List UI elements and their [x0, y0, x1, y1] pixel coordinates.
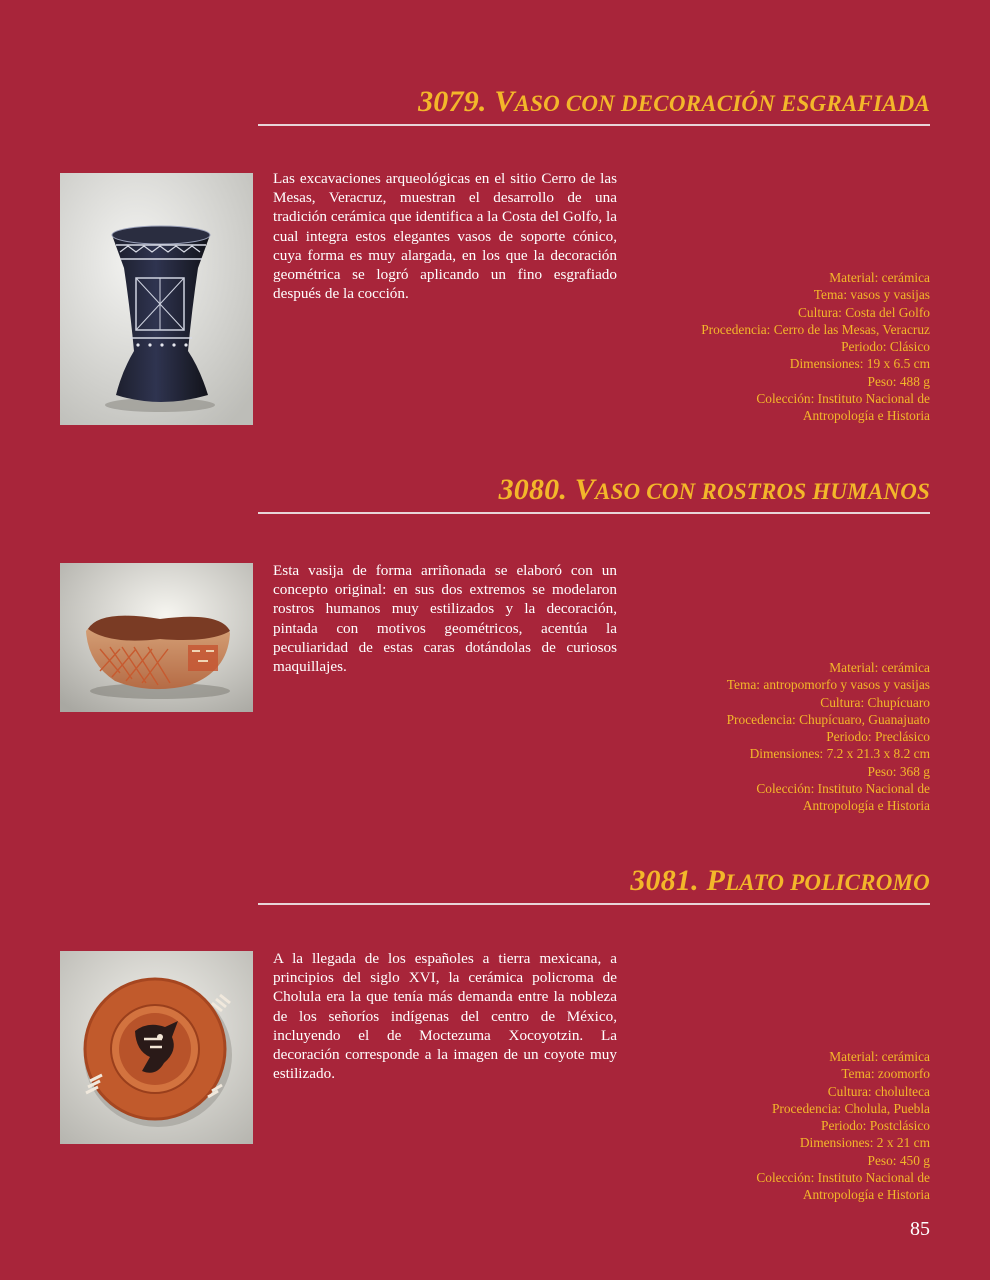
meta-dimensiones: Dimensiones: 7.2 x 21.3 x 8.2 cm	[749, 746, 930, 762]
title-rule	[258, 124, 930, 126]
meta-procedencia: Procedencia: Cerro de las Mesas, Veracruz	[701, 321, 930, 337]
entry-metadata	[610, 659, 930, 815]
meta-cultura: Cultura: Costa del Golfo	[797, 304, 930, 320]
entry-title	[418, 84, 930, 122]
meta-procedencia: Procedencia: Chupícuaro, Guanajuato	[726, 711, 930, 727]
entry-title	[499, 472, 930, 510]
meta-tema: Tema: antropomorfo y vasos y vasijas	[726, 677, 930, 693]
entry-number: 3079.	[418, 85, 487, 118]
entry-number: 3080.	[498, 473, 568, 506]
meta-coleccion: Colección: Instituto Nacional de	[756, 1170, 930, 1186]
meta-dimensiones: Dimensiones: 2 x 21 cm	[799, 1135, 930, 1151]
title-initial: V	[574, 473, 595, 506]
title-rule	[258, 512, 930, 514]
title-rest: LATO POLICROMO	[725, 870, 930, 895]
meta-material: Material: cerámica	[829, 270, 930, 285]
meta-coleccion-cont: Antropología e Historia	[802, 1187, 930, 1203]
title-rule	[258, 903, 930, 905]
polychrome-plate-image	[60, 951, 253, 1144]
entry-title	[630, 863, 930, 901]
meta-coleccion-cont: Antropología e Historia	[802, 408, 930, 424]
meta-tema: Tema: zoomorfo	[841, 1066, 930, 1082]
page-number: 85	[910, 1218, 930, 1240]
title-rest: ASO CON ROSTROS HUMANOS	[595, 479, 930, 504]
entry-metadata	[610, 269, 930, 425]
entry-description: Las excavaciones arqueológicas en el sitio Cerro de las Mesas, Veracruz, muestran el desarrollo de una tradición cerámica que identifica a la Costa del Golfo, la cual integra estos elegantes vasos de soporte cónico, cuya forma es muy alargada, en los que la decoración geométrica se logró aplicando un fino esgrafiado después de la cocción.	[273, 170, 617, 303]
meta-peso: Peso: 368 g	[867, 763, 930, 779]
kidney-bowl-image	[60, 563, 253, 712]
entry-number: 3081.	[630, 864, 699, 897]
title-rest: ASO CON DECORACIÓN ESGRAFIADA	[514, 91, 930, 116]
meta-coleccion-cont: Antropología e Historia	[802, 798, 930, 814]
black-vase-image	[60, 173, 253, 425]
meta-cultura: Cultura: cholulteca	[827, 1083, 930, 1099]
entry-metadata	[610, 1048, 930, 1204]
meta-cultura: Cultura: Chupícuaro	[820, 694, 930, 710]
meta-peso: Peso: 450 g	[867, 1152, 930, 1168]
meta-procedencia: Procedencia: Cholula, Puebla	[771, 1100, 930, 1116]
meta-peso: Peso: 488 g	[867, 373, 930, 389]
entry-description: A la llegada de los españoles a tierra mexicana, a principios del siglo XVI, la cerámica policroma de Cholula era la que tenía más demanda entre la nobleza de los señoríos indígenas del centro de México, incluyendo el de Moctezuma Xocoyotzin. La decoración corresponde a la imagen de un coyote muy estilizado.	[273, 950, 617, 1083]
entry-description: Esta vasija de forma arriñonada se elaboró con un concepto original: en sus dos extremos se modelaron rostros humanos muy estilizados y la decoración, pintada con motivos geométricos, acentúa la peculiaridad de estas caras dotándolas de curiosos maquillajes.	[273, 562, 617, 676]
meta-periodo: Periodo: Clásico	[841, 339, 930, 355]
meta-coleccion: Colección: Instituto Nacional de	[756, 781, 930, 797]
title-initial: P	[706, 864, 726, 897]
meta-material: Material: cerámica	[829, 1049, 930, 1064]
meta-tema: Tema: vasos y vasijas	[813, 287, 930, 303]
meta-coleccion: Colección: Instituto Nacional de	[756, 391, 930, 407]
meta-dimensiones: Dimensiones: 19 x 6.5 cm	[789, 356, 930, 372]
meta-material: Material: cerámica	[829, 660, 930, 675]
meta-periodo: Periodo: Postclásico	[821, 1118, 930, 1134]
meta-periodo: Periodo: Preclásico	[826, 729, 930, 745]
title-initial: V	[494, 85, 515, 118]
